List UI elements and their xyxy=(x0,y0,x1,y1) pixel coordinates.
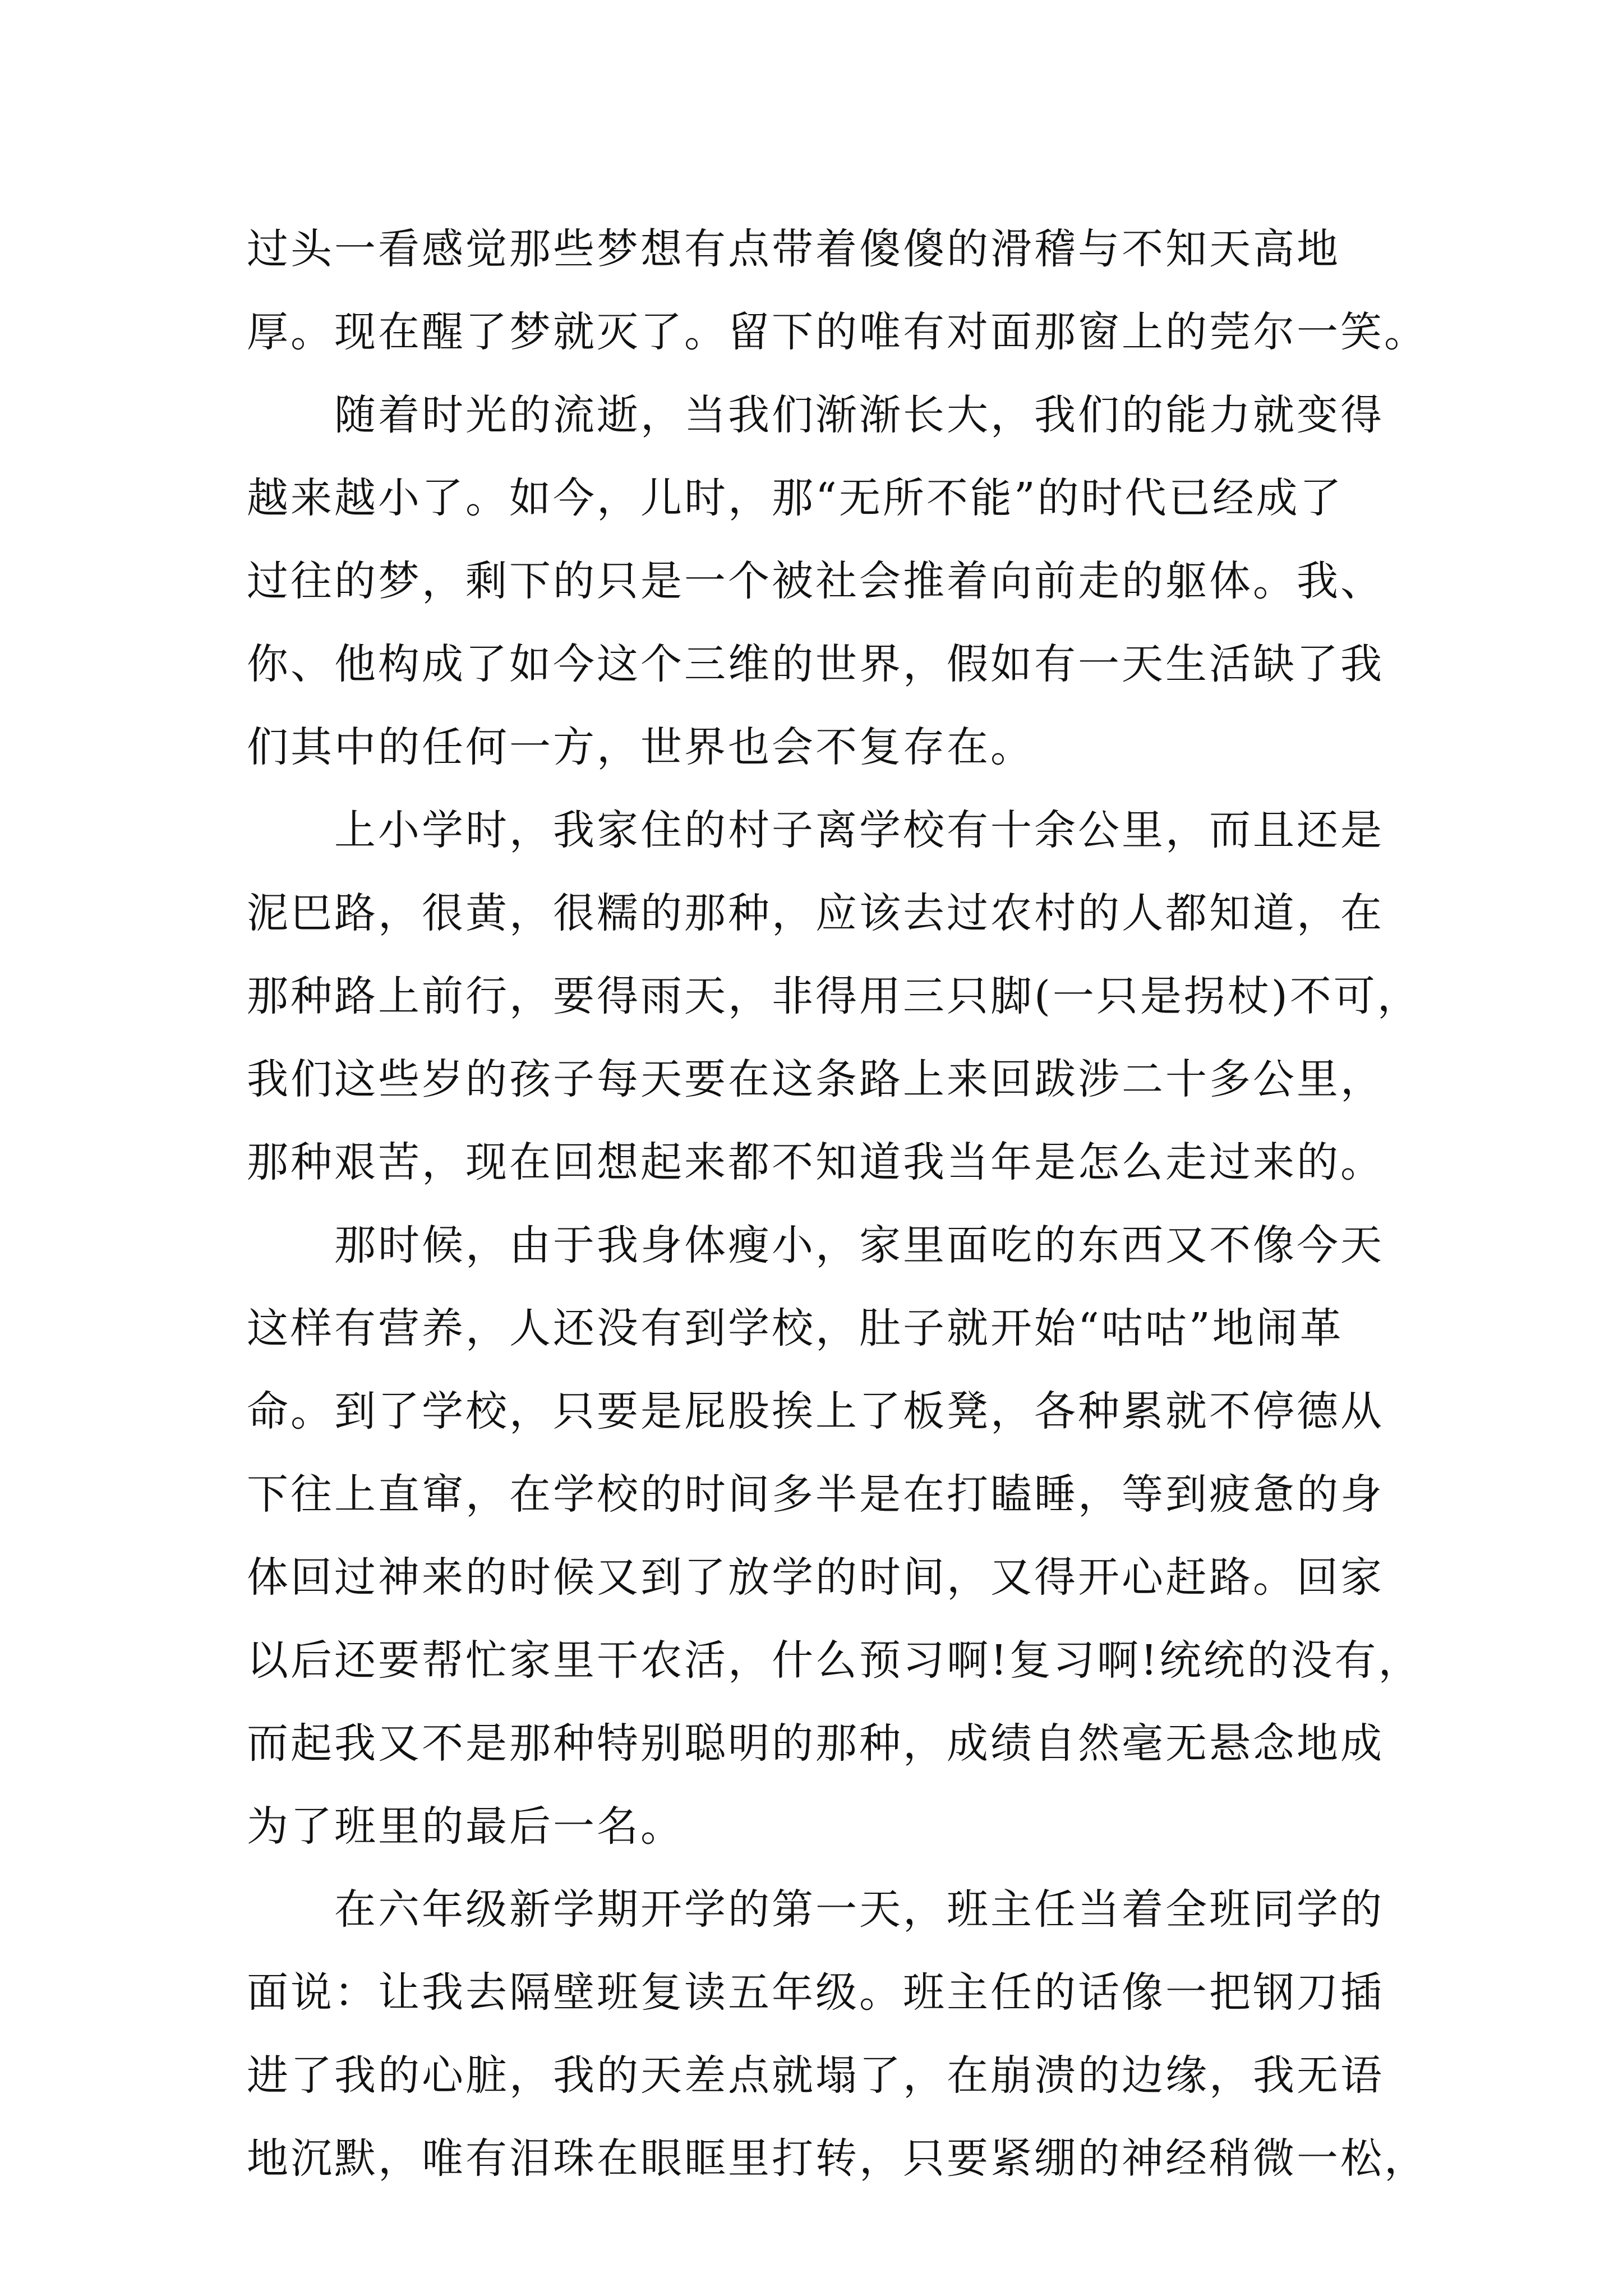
text-line: 这样有营养，人还没有到学校，肚子就开始“咕咕”地闹革 xyxy=(247,1304,1344,1352)
text-line: 命。到了学校，只要是屁股挨上了板凳，各种累就不停德从 xyxy=(247,1387,1384,1435)
text-line: 你、他构成了如今这个三维的世界，假如有一天生活缺了我 xyxy=(247,640,1384,688)
text-line: 那种艰苦，现在回想起来都不知道我当年是怎么走过来的。 xyxy=(247,1138,1384,1186)
text-line: 们其中的任何一方，世界也会不复存在。 xyxy=(247,723,1034,771)
text-line: 下往上直窜，在学校的时间多半是在打瞌睡，等到疲惫的身 xyxy=(247,1470,1384,1519)
text-line: 过头一看感觉那些梦想有点带着傻傻的滑稽与不知天高地 xyxy=(247,225,1340,273)
text-line: 那时候，由于我身体瘦小，家里面吃的东西又不像今天 xyxy=(247,1221,1384,1269)
text-line: 那种路上前行，要得雨天，非得用三只脚(一只是拐杖)不可， xyxy=(247,972,1421,1020)
text-line: 以后还要帮忙家里干农活，什么预习啊!复习啊!统统的没有， xyxy=(247,1636,1422,1685)
text-line: 面说：让我去隔壁班复读五年级。班主任的话像一把钢刀插 xyxy=(247,1968,1384,2017)
text-line: 而起我又不是那种特别聪明的那种，成绩自然毫无悬念地成 xyxy=(247,1719,1384,1768)
text-line: 厚。现在醒了梦就灭了。留下的唯有对面那窗上的莞尔一笑。 xyxy=(247,308,1428,356)
text-line: 进了我的心脏，我的天差点就塌了，在崩溃的边缘，我无语 xyxy=(247,2051,1384,2100)
text-line: 上小学时，我家住的村子离学校有十余公里，而且还是 xyxy=(247,806,1384,854)
text-line: 随着时光的流逝，当我们渐渐长大，我们的能力就变得 xyxy=(247,391,1384,439)
text-line: 越来越小了。如今，儿时，那“无所不能”的时代已经成了 xyxy=(247,474,1344,522)
text-line: 过往的梦，剩下的只是一个被社会推着向前走的躯体。我、 xyxy=(247,557,1384,605)
text-line: 体回过神来的时候又到了放学的时间，又得开心赶路。回家 xyxy=(247,1553,1384,1602)
text-line: 泥巴路，很黄，很糯的那种，应该去过农村的人都知道，在 xyxy=(247,889,1384,937)
text-line: 地沉默，唯有泪珠在眼眶里打转，只要紧绷的神经稍微一松， xyxy=(247,2134,1428,2183)
document-body xyxy=(247,208,1428,2200)
text-line: 为了班里的最后一名。 xyxy=(247,1802,684,1851)
text-line: 在六年级新学期开学的第一天，班主任当着全班同学的 xyxy=(247,1885,1384,1934)
text-line: 我们这些岁的孩子每天要在这条路上来回跋涉二十多公里， xyxy=(247,1055,1384,1103)
